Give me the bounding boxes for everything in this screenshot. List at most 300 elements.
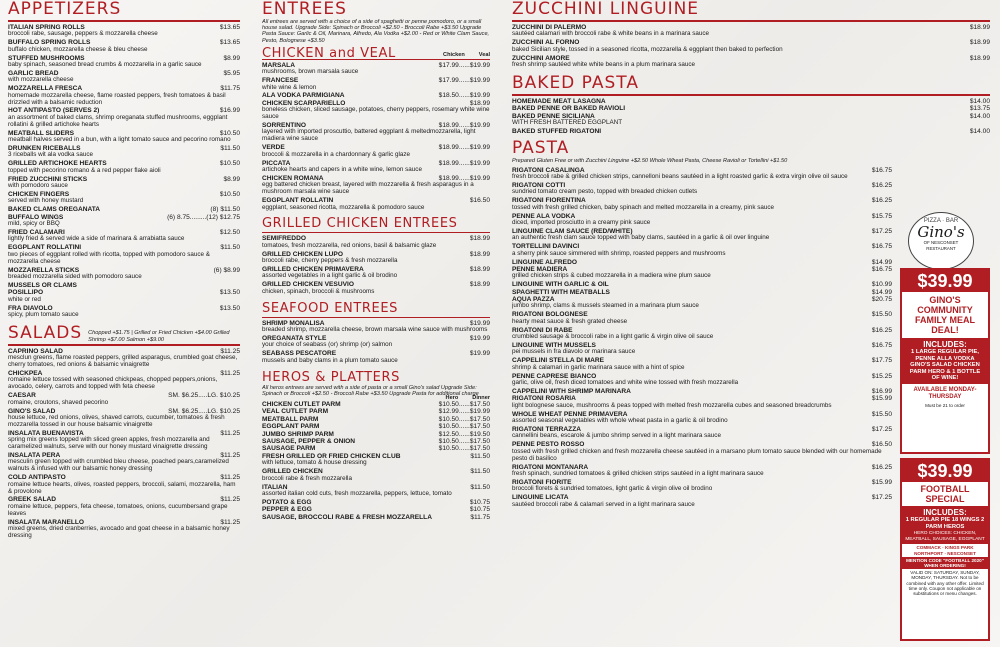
item-description: an authentic fresh clam sauce topped with baby clams, sautéed in a garlic & oil over linguine [512,234,770,242]
item-name: LINGUINE LICATA [512,494,569,502]
item-name: HOMEMADE MEAT LASAGNA [512,97,606,105]
item-description: mesclun greens, flame roasted peppers, grilled asparagus, crumbled goat cheese, cherry tomatoes, red onions & balsamic vinaigrette [8,354,238,369]
menu-item [512,128,990,135]
item-price: $10.50 [219,160,240,168]
promo-includes [902,338,988,384]
item-description: romaine, croutons, shaved pecorino [8,398,109,406]
item-description: assorted italian cold cuts, fresh mozzarella, peppers, lettuce, tomato [262,489,452,497]
item-price: SM. $6.25.....LG. $10.25 [168,392,240,400]
item-name: MEATBALL PARM [262,415,319,423]
item-name: ALA VODKA PARMIGIANA [262,92,345,100]
menu-item [262,401,490,408]
item-description: romaine lettuce tossed with seasoned chickpeas, chopped peppers,onions, avocado, celery, carrots and topped with feta cheese [8,376,218,391]
item-price: $13.65 [219,24,240,31]
item-name: ZUCCHINI DI PALERMO [512,24,587,31]
item-price: $18.99 [469,250,490,258]
pasta-list [512,167,892,509]
item-name: FRESH GRILLED OR FRIED CHICKEN CLUB [262,452,401,460]
promo-price: $39.99 [902,460,988,482]
item-price: $14.00 [969,97,990,105]
item-description: breaded mozzarella sided with pomodoro sauce [8,272,142,280]
item-name: BAKED PENNE OR BAKED RAVIOLI [512,105,626,113]
item-price: $18.99......$19.99 [438,122,490,130]
item-name: CHICKPEA [8,370,43,378]
promo-fine-print: Must be 21 to order [925,402,965,408]
item-description: sundried tomato cream pesto, topped with breaded chicken cutlets [512,188,698,196]
item-description: diced, imported prosciutto in a creamy pink sauce [512,219,651,227]
item-name: INSALATA BUENAVISTA [8,429,84,437]
item-price: $11.25 [220,370,240,378]
item-description: lightly fried & served wide a side of marinara & arrabiatta sauce [8,235,185,243]
item-price: $17.25 [871,494,892,502]
item-name: BAKED CLAMS OREGANATA [8,206,101,214]
item-description: sautéed calamari with broccoli rabe & white beans in a marinara sauce [512,30,710,38]
item-name: PENNE CAPRESE BIANCO [512,372,597,380]
item-description: light bolognese sauce, mushrooms & peas topped with melted fresh mozzarella cubes and seasoned breadcrumbs [512,401,832,409]
item-description: breaded shrimp, mozzarella cheese, brown marsala wine sauce with mushrooms [262,326,488,334]
pasta-title: PASTA [512,138,570,159]
item-price: $15.25 [871,372,892,380]
item-name: FRIED CALAMARI [8,228,65,236]
item-name: COLD ANTIPASTO [8,474,66,482]
item-description: egg battered chicken breast, layered with mozzarella & fresh asparagus in a mushroom marsala wine sauce [262,181,474,196]
item-name: RIGATONI COTTI [512,181,566,189]
ginos-logo [908,212,974,270]
chicken-col-header: Chicken [443,51,465,58]
item-price: $15.99 [871,478,892,486]
divider [262,232,490,233]
item-description: mild, spicy or BBQ [8,220,60,228]
item-name: SAUSAGE, BROCCOLI RABE & FRESH MOZZARELLA [262,513,432,521]
promo-title: GINO'S COMMUNITY FAMILY MEAL DEAL! [914,295,975,335]
left-column [8,0,240,647]
item-price: $13.50 [219,289,240,297]
item-name: RIGATONI DI RABE [512,326,573,334]
item-price: $16.25 [871,463,892,471]
item-price: $17.99......$19.99 [438,77,490,85]
seafood-title: SEAFOOD ENTREES [262,300,399,316]
item-name: CHICKEN ROMANA [262,174,324,182]
item-name: LINGUINE WITH MUSSELS [512,342,596,350]
item-name: STUFFED MUSHROOMS [8,54,85,62]
item-name: GRILLED CHICKEN PRIMAVERA [262,266,364,274]
item-name: POSILLIPO [8,289,44,297]
item-price: $11.25 [220,518,240,526]
item-price: $18.50......$19.99 [438,92,490,100]
item-price: $15.75 [871,212,892,220]
item-name: EGGPLANT ROLLATINI [8,244,82,252]
item-price: $16.75 [871,243,892,251]
item-price: $16.25 [871,326,892,334]
item-price: $16.75 [871,166,892,174]
item-name: CHICKEN FINGERS [8,190,70,198]
item-price: $14.00 [969,112,990,120]
heros-note: All heros entrees are served with a side of pasta or a small Gino's salad Upgrade Side: Spinach or Broccoli +$2.50 - Broccoli Rabe +$3.50 Upgrade Pasta for additional charge [262,384,479,397]
item-name: GRILLED CHICKEN [262,468,323,476]
item-name: JUMBO SHRIMP PARM [262,430,334,438]
item-price: $11.50 [470,468,490,476]
item-price: $10.50......$17.50 [438,415,490,423]
zucchini-list [512,24,990,69]
item-name: RIGATONI FIORENTINA [512,197,586,205]
promo-availability: AVAILABLE MONDAY-THURSDAY [913,386,977,400]
item-price: $12.50 [219,228,240,236]
item-name: GRILLED CHICKEN LUPO [262,250,343,258]
item-price: $18.99 [469,235,490,243]
item-name: RIGATONI ROSARIA [512,395,576,403]
item-description: white wine & lemon [262,83,317,91]
item-description: tomatoes, fresh mozzarella, red onions, basil & balsamic glaze [262,241,437,249]
divider [512,94,990,96]
item-name: GARLIC BREAD [8,69,59,77]
seafood-list [262,320,490,365]
item-price: $8.99 [223,175,240,183]
grilled-list [262,235,490,295]
item-price: $19.99 [469,319,490,327]
item-price: $15.99 [871,395,892,403]
divider [512,20,990,22]
item-name: GRILLED ARTICHOKE HEARTS [8,160,107,168]
includes-label: INCLUDES: [923,340,967,349]
divider [8,344,240,346]
item-price: $13.75 [969,105,990,113]
item-price: $11.25 [220,452,240,460]
item-price: $12.50......$19.50 [438,430,490,438]
item-price: $13.65 [219,39,240,47]
item-name: BUFFALO WINGS [8,213,64,221]
chicken-veal-list [262,62,490,212]
item-name: VEAL CUTLET PARM [262,408,329,416]
item-name: SPAGHETTI WITH MEATBALLS [512,288,610,296]
item-description: two pieces of eggplant rolled with ricotta, topped with pomodoro sauce & mozzarella cheese [8,250,210,265]
item-price: $11.25 [220,496,240,504]
item-price: $20.75 [871,296,892,304]
item-price: $15.50 [871,410,892,418]
item-price: $15.50 [871,311,892,319]
item-price: $18.99......$19.99 [438,144,490,152]
menu-item [262,514,490,521]
item-name: RIGATONI FIORITE [512,478,572,486]
pasta-note: Prepared Gluten Free or with Zucchini Linguine +$2.50 Whole Wheat Pasta, Cheese Ravioli or Tortellini +$1.50 [512,158,788,165]
menu-item [262,416,490,423]
item-description: mixed greens, dried cranberries, avocado and goat cheese in a balsamic honey dressing [8,525,230,539]
item-name: EGGPLANT PARM [262,423,320,431]
item-description: fresh shrimp sautéed white white beans in a plum marinara sauce [512,61,696,69]
item-description: chicken, spinach, broccoli & mushrooms [262,287,375,295]
item-name: TORTELLINI DAVINCI [512,243,580,251]
item-description: WITH FRESH BATTERED EGGPLANT [512,119,623,127]
item-description: with pomodoro sauce [8,182,68,190]
hero-col-header: Hero [445,395,459,402]
menu-item [262,445,490,452]
item-name: RIGATONI TERRAZZA [512,425,581,433]
item-description: grilled chicken strips & cubed mozzarella in a madiera wine plum sauce [512,272,711,280]
item-price: $18.99 [469,266,490,274]
item-description: an assortment of baked clams, shrimp oreganata stuffed mushrooms, eggplant rollatini & grilled artichoke hearts [8,113,228,128]
menu-item [8,289,240,296]
item-name: SHRIMP MONALISA [262,319,325,327]
promo-code: MENTION CODE "FOOTBALL 2020" WHEN ORDERING! [902,557,988,569]
item-name: LINGUINE WITH GARLIC & OIL [512,281,609,289]
item-description: spring mix greens topped with sliced green apples, fresh mozzarella and caramelized walnuts, serve with our honey mustard vinaigrette dressing [8,436,210,451]
item-price: $12.99......$19.99 [438,408,490,416]
item-price: $17.75 [871,357,892,365]
item-description: romaine lettuce, peppers, feta cheese, tomatoes, onions, cucumbersand grape leaves [8,502,228,517]
item-price: $8.99 [223,54,240,62]
item-description: baked Sicilian style, tossed in a seasoned ricotta, mozzarella & eggplant then baked to perfection [512,45,783,53]
item-name: MARSALA [262,61,295,69]
salads-title: SALADS [8,322,83,343]
item-name: ITALIAN [262,483,288,491]
item-name: PICCATA [262,159,291,167]
divider [8,20,240,22]
item-price: $17.99......$19.99 [438,61,490,69]
item-price: (6) $8.99 [213,266,240,274]
item-price: $5.95 [223,69,240,77]
menu-item [512,98,990,105]
item-name: CAPRINO SALAD [8,347,63,355]
item-price: $10.50 [219,190,240,198]
item-name: LINGUINE CLAM SAUCE (RED/WHITE) [512,227,633,235]
includes-text: 1 LARGE REGULAR PIE, PENNE ALLA VODKA GINO'S SALAD CHICKEN PARM HERO & 1 BOTTLE OF WINE! [909,349,981,382]
item-name: WHOLE WHEAT PENNE PRIMAVERA [512,410,628,418]
appetizers-list [8,24,240,319]
item-description: 3 riceballs wit ala vodka sauce [8,151,94,159]
item-description: mushrooms, brown marsala sauce [262,68,359,76]
item-description: with mozzarella cheese [8,76,74,84]
item-price: $10.75 [469,506,490,514]
item-price: $18.99 [469,281,490,289]
item-description: shrimp & calamari in garlic marinara sauce with a hint of spice [512,363,685,371]
heros-title: HEROS & PLATTERS [262,369,400,385]
item-name: MUSSELS OR CLAMS [8,281,77,289]
item-description: garlic, olive oil, fresh diced tomatoes and white wine tossed with fresh mozzarella [512,379,739,387]
baked-title: BAKED PASTA [512,72,639,93]
item-price: $10.50......$17.50 [438,423,490,431]
item-name: SEABASS PESCATORE [262,350,337,358]
item-name: FRA DIAVOLO [8,304,53,312]
item-description: layered with imported proscuttio, battered eggplant & meltedmozzarella, light madiera wine sauce [262,128,476,143]
item-price: $16.50 [469,197,490,205]
item-description: fresh spinach, sundried tomatoes & grilled chicken strips sautéed in a light marinara sauce [512,469,764,477]
item-description: jumbo shrimp, clams & mussels steamed in a marinara plum sauce [512,302,699,310]
promo-includes [902,506,988,544]
item-name: OREGANATA STYLE [262,335,327,342]
item-description: with lettuce, tomato & house dressing [262,459,367,467]
item-description: served with honey mustard [8,197,84,205]
menu-item [512,289,892,296]
baked-list [512,98,990,136]
item-name: EGGPLANT ROLLATIN [262,197,334,205]
item-price: $16.25 [871,197,892,205]
item-name: INSALATA MARANELLO [8,518,85,526]
item-price: $11.25 [220,429,240,437]
item-description: broccoli rabe & fresh mozzarella [262,474,352,482]
item-description: eggplant, seasoned ricotta, mozzarella & pomodoro sauce [262,203,425,211]
item-description: assorted vegetables in a light garlic & oil brodino [262,272,398,280]
item-name: RIGATONI BOLOGNESE [512,311,588,319]
promo-title: FOOTBALL SPECIAL [920,484,970,504]
item-price: $18.99 [469,99,490,107]
item-description: broccoli rabe, cherry peppers & fresh mozzarella [262,257,398,265]
item-description: hearty meat sauce & fresh grated cheese [512,317,628,325]
item-description: boneless chicken, sliced sausage, potatoes, cherry peppers, rosemary white wine sauce [262,106,490,121]
promo-price: $39.99 [902,270,988,292]
item-price: $14.99 [871,288,892,296]
item-name: SORRENTINO [262,122,306,130]
menu-item [8,206,240,213]
dinner-col-header: Dinner [472,395,490,402]
item-price: $11.25 [220,347,240,355]
appetizers-title: APPETIZERS [8,0,122,19]
logo-sub: OF NESCONSET [923,240,959,245]
veal-col-header: Veal [478,51,490,58]
family-meal-promo [900,268,990,454]
item-description: homemade mozzarella cheese, flame roasted peppers, fresh tomatoes & basil drizzled with a balsamic reduction [8,91,226,106]
item-name: MEATBALL SLIDERS [8,129,75,137]
item-name: RIGATONI CASALINGA [512,166,585,174]
zucchini-title: ZUCCHINI LINGUINE [512,0,700,19]
menu-item [262,92,490,99]
item-name: BAKED STUFFED RIGATONI [512,128,602,136]
item-name: FRANCESE [262,77,299,85]
item-price: SM. $6.25.....LG. $10.25 [168,407,240,415]
item-price: (8) $11.50 [210,206,240,214]
item-price: $16.75 [871,342,892,350]
football-promo [900,458,990,641]
item-name: SAUSAGE, PEPPER & ONION [262,438,356,446]
item-price: $11.25 [220,474,240,482]
menu-item [262,423,490,430]
item-price: $11.75 [470,513,490,521]
item-description: artichoke hearts and capers in a white wine, lemon sauce [262,166,422,173]
logo-top-text: PIZZA · BAR [923,218,959,224]
item-name: GINO'S SALAD [8,407,56,415]
item-price: $18.99 [969,39,990,47]
item-name: PENNE MADIERA [512,265,568,273]
hero-choices: HERO CHOICES: CHICKEN, MEATBALL, SAUSAGE, EGGPLANT [905,531,985,542]
item-name: DRUNKEN RICEBALLS [8,145,81,152]
item-price: $16.25 [871,181,892,189]
item-name: SAUSAGE PARM [262,445,316,453]
entrees-note: All entrees are served with a choice of a side of spaghetti or penne pomodoro, or a small house salad. Upgrade Side: Spinach or Broccoli +$2.50 - Broccoli Rabe +$3.50 Upgrade Pasta Sauce: Garlic & Oil, Marinara, Alfredo, Ala Vodka +$2.00 - Red or White Clam Sauce, Pesto, Bolognese +$3.50 [262,19,490,44]
menu-item [262,499,490,506]
logo-bottom: RESTAURANT [926,246,956,251]
item-description: house lettuce, red onions, olives, shaved carrots, cucumber, tomatoes & fresh mozzarella tossed in our house balsamic vinaigrette [8,414,225,428]
item-description: pei mussels in fra diavolo or marinara sauce [512,348,636,356]
menu-item [512,388,892,395]
item-name: MOZZARELLA FRESCA [8,85,83,93]
grilled-title: GRILLED CHICKEN ENTREES [262,216,458,232]
item-description: baby spinach, seasoned bread crumbs & mozzarella in a garlic sauce [8,61,202,69]
item-description: fresh broccoli rabe & grilled chicken strips, cannelloni beans sautéed in a light roasted garlic & extra virgin olive oil sauce [512,173,848,181]
item-description: topped with pecorino romano & a red pepper flake aioli [8,166,161,174]
item-name: MOZZARELLA STICKS [8,266,80,274]
item-description: crumbled sausage & broccoli rabe in a light garlic & virgin olive oil sauce [512,333,714,341]
item-name: GREEK SALAD [8,496,56,504]
item-description: broccoli & mozzarella in a chardonnary & garlic glaze [262,150,411,158]
item-price: $19.99 [469,335,490,342]
item-price: $17.25 [871,227,892,235]
menu-item [262,408,490,415]
item-description: romaine lettuce hearts, olives, roasted peppers, broccoli, salami, mozzarella, ham & provolone [8,480,236,495]
item-price: $10.75 [469,498,490,506]
item-price: $11.50 [220,244,240,252]
menu-item [8,282,240,289]
item-description: meatball halves served in a bun, with a light tomato sauce and pecorino romano [8,136,231,144]
item-name: INSALATA PERA [8,452,61,460]
item-name: LINGUINE ALFREDO [512,258,577,266]
item-price: $10.50......$17.50 [438,438,490,446]
item-price: $16.75 [871,265,892,273]
salads-note: Chopped +$1.75 | Grilled or Fried Chicken +$4.00 Grilled Shrimp +$7.00 Salmon +$9.00 [88,330,230,343]
menu-item [262,506,490,513]
item-price: $18.99......$19.99 [438,174,490,182]
item-price: $16.99 [871,387,892,395]
item-price: $11.50 [470,483,490,491]
item-name: BAKED PENNE SICILIANA [512,112,595,120]
item-name: ZUCCHINI AL FORNO [512,39,580,47]
entrees-title: ENTREES [262,0,347,19]
item-name: GRILLED CHICKEN VESUVIO [262,281,354,289]
item-price: $17.25 [871,425,892,433]
menu-item [262,438,490,445]
item-name: CHICKEN CUTLET PARM [262,401,341,409]
item-price: $18.99......$19.99 [438,159,490,167]
includes-label: INCLUDES: [923,508,967,517]
item-price: $10.50......$17.50 [438,401,490,409]
item-price: $10.50 [219,129,240,137]
middle-column [262,0,490,647]
item-name: CAPPELINI WITH SHRIMP MARINARA [512,387,631,395]
item-name: CHICKEN SCARPARIELLO [262,99,346,107]
item-description: cannellini beans, escarole & jumbo shrimp served in a light marinara sauce [512,432,721,440]
menu-item [512,105,990,112]
item-price: $10.99 [871,281,892,289]
logo-name: Gino's [917,223,965,241]
item-description: broccoli rabe, sausage, peppers & mozzarella cheese [8,30,158,38]
item-price: $14.00 [969,128,990,136]
item-description: broccoli florets & sundried tomatoes, light garlic & virgin olive oil brodino [512,485,713,493]
item-price: $18.99 [969,54,990,62]
item-price: $10.50......$17.50 [438,445,490,453]
item-name: PENNE ALA VODKA [512,212,576,220]
includes-text: 1 REGULAR PIE 18 WINGS 2 PARM HEROS [905,517,985,530]
item-price: $16.99 [219,107,240,115]
item-name: SEMIFREDDO [262,235,306,243]
item-description: your choice of seabass (or) shrimp (or) salmon [262,341,393,349]
item-description: tossed with fresh grilled chicken and fresh mozzarella cheese sautéed in a marsano plum tomato sauce blended with our homemade pesto di basilico [512,447,882,462]
item-price: $11.50 [470,452,490,460]
item-description: mesculin green topped with crumbled bleu cheese, poached pears,caramelized walnuts & infused with our balsamic honey dressing [8,458,229,473]
item-price: $13.50 [219,304,240,312]
item-name: RIGATONI MONTANARA [512,463,589,471]
menu-item [512,259,892,266]
item-name: HOT ANTIPASTO (SERVES 2) [8,107,100,115]
item-name: PENNE PESTO ROSSO [512,441,585,449]
item-name: FRIED ZUCCHINI STICKS [8,175,88,183]
item-description: mussels and baby clams in a plum tomato sauce [262,356,398,364]
item-name: ITALIAN SPRING ROLLS [8,24,85,31]
promo-locations: COMMACK · KINGS PARK NORTHPORT · NESCONSET [914,545,976,556]
item-description: a sherry pink sauce simmered with shrimp, roasted peppers and mushrooms [512,249,726,257]
salads-list [8,348,240,540]
item-description: assorted seasonal vegetables with whole wheat pasta in a garlic & oil brodino [512,417,728,425]
divider [262,317,490,318]
item-price: $19.99 [469,350,490,358]
item-price: $11.75 [220,85,240,93]
heros-list [262,401,490,521]
